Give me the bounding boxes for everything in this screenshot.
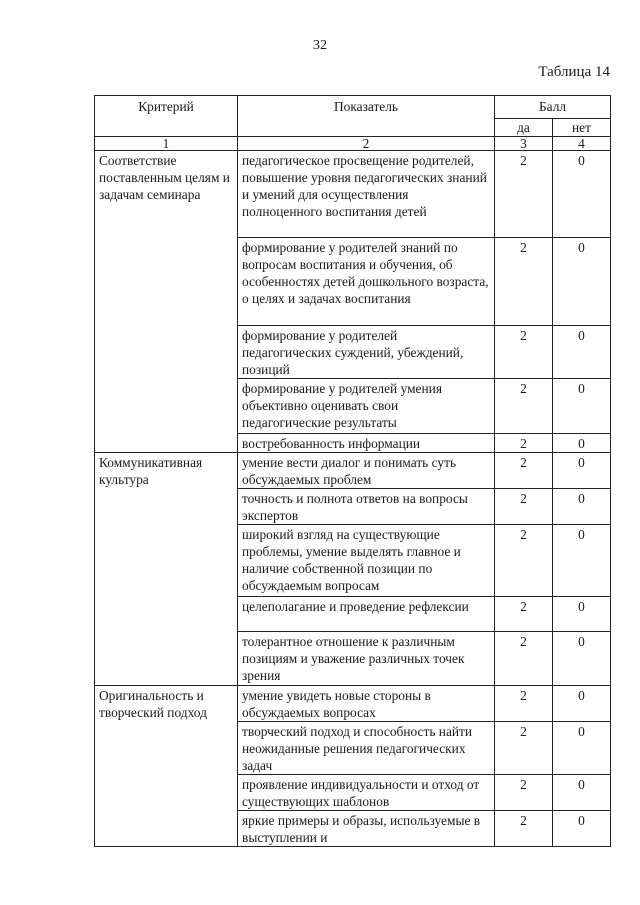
score-yes: 2 [495,453,553,489]
score-yes: 2 [495,632,553,686]
criterion-cell: Оригинальность и творческий подход [95,686,238,847]
score-no: 0 [553,326,611,379]
score-no: 0 [553,632,611,686]
indicator-cell: толерантное отношение к различным позициям и уважение различных точек зрения [238,632,495,686]
indicator-cell: яркие примеры и образы, используемые в выступлении и [238,811,495,847]
indicator-cell: творческий подход и способность найти неожиданные решения педагогических задач [238,722,495,775]
indicator-cell: проявление индивидуальности и отход от существующих шаблонов [238,775,495,811]
indicator-cell: целеполагание и проведение рефлексии [238,597,495,632]
score-yes: 2 [495,811,553,847]
header-score: Балл [495,96,611,119]
score-no: 0 [553,434,611,453]
score-yes: 2 [495,151,553,238]
header-no: нет [553,119,611,137]
indicator-cell: умение вести диалог и понимать суть обсуждаемых проблем [238,453,495,489]
column-number: 2 [238,137,495,151]
header-yes: да [495,119,553,137]
score-no: 0 [553,775,611,811]
criteria-table [94,95,611,847]
table-row [95,686,611,722]
criterion-cell: Соответствие поставленным целям и задачам семинара [95,151,238,453]
score-no: 0 [553,238,611,326]
score-yes: 2 [495,722,553,775]
indicator-cell: формирование у родителей знаний по вопросам воспитания и обучения, об особенностях детей дошкольного возраста, о целях и задачах воспитания [238,238,495,326]
score-no: 0 [553,686,611,722]
score-no: 0 [553,151,611,238]
header-indicator: Показатель [238,96,495,137]
score-no: 0 [553,453,611,489]
page-number: 32 [313,38,327,53]
score-no: 0 [553,811,611,847]
indicator-cell: педагогическое просвещение родителей, повышение уровня педагогических знаний и умений для осуществления полноценного воспитания детей [238,151,495,238]
score-yes: 2 [495,525,553,597]
score-yes: 2 [495,434,553,453]
score-yes: 2 [495,686,553,722]
score-yes: 2 [495,379,553,434]
column-number: 3 [495,137,553,151]
indicator-cell: точность и полнота ответов на вопросы экспертов [238,489,495,525]
header-criterion: Критерий [95,96,238,137]
score-yes: 2 [495,489,553,525]
score-yes: 2 [495,238,553,326]
table-row [95,453,611,489]
column-number: 1 [95,137,238,151]
score-no: 0 [553,597,611,632]
score-yes: 2 [495,326,553,379]
indicator-cell: формирование у родителей педагогических суждений, убеждений, позиций [238,326,495,379]
score-yes: 2 [495,597,553,632]
score-yes: 2 [495,775,553,811]
column-number: 4 [553,137,611,151]
score-no: 0 [553,525,611,597]
indicator-cell: формирование у родителей умения объективно оценивать свои педагогические результаты [238,379,495,434]
indicator-cell: востребованность информации [238,434,495,453]
score-no: 0 [553,722,611,775]
indicator-cell: умение увидеть новые стороны в обсуждаемых вопросах [238,686,495,722]
indicator-cell: широкий взгляд на существующие проблемы, умение выделять главное и наличие собственной позиции по обсуждаемым вопросам [238,525,495,597]
score-no: 0 [553,379,611,434]
score-no: 0 [553,489,611,525]
table-title: Таблица 14 [538,64,610,80]
table-row [95,151,611,238]
criterion-cell: Коммуникативная культура [95,453,238,686]
